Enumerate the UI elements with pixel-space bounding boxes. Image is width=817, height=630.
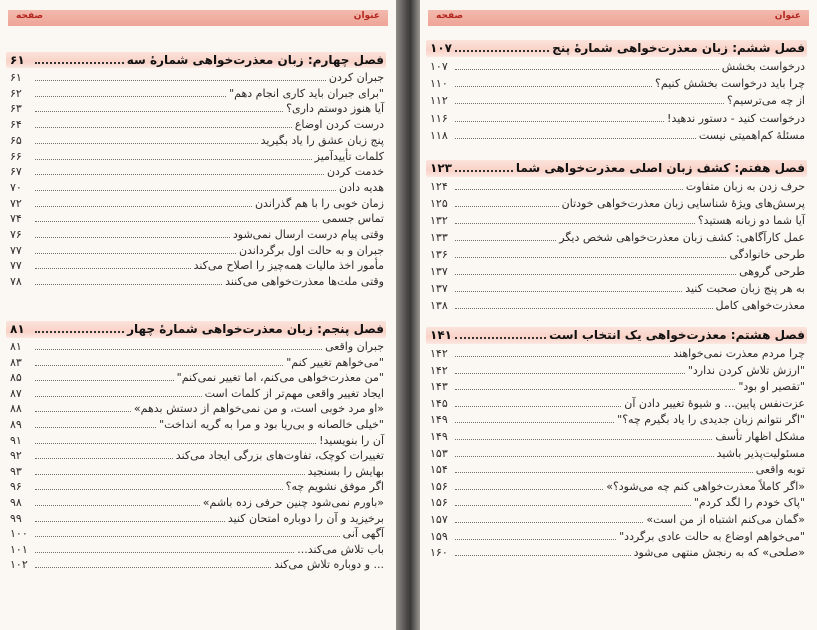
toc-entry xyxy=(430,461,805,477)
toc-entry xyxy=(10,273,384,289)
dot-leader xyxy=(35,205,252,207)
toc-entry xyxy=(10,463,384,479)
toc-entry xyxy=(430,395,805,411)
toc-entry xyxy=(10,494,384,510)
page-number: ۶۵ xyxy=(10,133,22,147)
dot-leader xyxy=(35,189,336,191)
page-number: ۱۴۵ xyxy=(430,396,448,410)
dot-leader xyxy=(35,504,200,506)
toc-entry xyxy=(430,92,805,108)
dot-leader xyxy=(35,457,173,459)
dot-leader xyxy=(35,330,124,333)
page-number: ۱۴۲ xyxy=(430,347,448,360)
toc-entry xyxy=(430,263,805,279)
dot-leader xyxy=(35,61,124,64)
page-number: ۷۸ xyxy=(10,275,22,289)
dot-leader xyxy=(455,290,682,292)
entry-title: "خیلی خالصانه و بی‌ریا بود و مرا به گریه انداخت" xyxy=(159,418,384,431)
toc-entry xyxy=(10,541,384,557)
dot-leader xyxy=(455,273,736,275)
toc-entry xyxy=(430,110,805,126)
page-number: ۱۰۰ xyxy=(10,527,28,541)
dot-leader xyxy=(35,110,283,112)
page-number: ۸۳ xyxy=(10,355,22,369)
entry-title: "تقصیر او بود" xyxy=(738,380,805,394)
chapter-title: فصل پنجم: زبان معذرت‌خواهی شمارهٔ چهار xyxy=(127,322,384,336)
page-number: ۷۴ xyxy=(10,212,22,226)
entry-title: جبران کردن xyxy=(328,71,384,84)
dot-leader xyxy=(455,239,556,241)
dot-leader xyxy=(455,388,735,390)
dot-leader xyxy=(455,49,549,52)
page-number: ۱۲۵ xyxy=(430,197,448,210)
page-number: ۱۵۹ xyxy=(430,529,448,543)
entry-title: مشکل اظهار تأسف xyxy=(715,430,805,443)
dot-leader xyxy=(35,236,230,238)
left-page xyxy=(0,0,396,630)
chapter-heading xyxy=(430,160,805,176)
toc-entry xyxy=(10,257,384,273)
dot-leader xyxy=(455,405,621,407)
page-number: ۶۱ xyxy=(10,53,25,67)
toc-entry xyxy=(430,246,805,262)
dot-leader xyxy=(455,102,724,104)
toc-entry xyxy=(10,385,384,401)
page-number: ۱۵۶ xyxy=(430,496,448,510)
dot-leader xyxy=(35,220,319,222)
toc-entry xyxy=(10,116,384,132)
toc-entry xyxy=(430,58,805,74)
entry-title: پرسش‌های ویژهٔ شناسایی زبان معذرت‌خواهی خودتان xyxy=(561,197,805,210)
toc-entry xyxy=(10,226,384,242)
dot-leader xyxy=(35,379,174,381)
page-number: ۱۳۸ xyxy=(430,299,448,312)
toc-entry xyxy=(430,127,805,143)
page-number: ۹۹ xyxy=(10,511,22,525)
toc-entry xyxy=(10,132,384,148)
page-number: ۱۳۷ xyxy=(430,282,448,295)
entry-title: "می‌خواهم تغییر کنم" xyxy=(286,355,384,369)
entry-title: چرا مردم معذرت نمی‌خواهند xyxy=(673,347,805,360)
page-number: ۱۶۰ xyxy=(430,546,448,560)
page-number: ۷۷ xyxy=(10,259,22,273)
dot-leader xyxy=(35,95,226,97)
book-gutter xyxy=(396,0,420,630)
page-number: ۱۱۶ xyxy=(430,111,448,125)
dot-leader xyxy=(455,438,712,440)
entry-title: ایجاد تغییر واقعی مهم‌تر از کلمات است xyxy=(204,386,384,400)
dot-leader xyxy=(35,410,131,412)
dot-leader xyxy=(455,372,685,374)
entry-title: «اگر کاملاً معذرت‌خواهی کنم چه می‌شود؟» xyxy=(606,479,805,493)
dot-leader xyxy=(455,488,603,490)
page-number: ۱۵۷ xyxy=(430,513,448,526)
dot-leader xyxy=(455,256,726,258)
entry-title: خدمت کردن xyxy=(326,165,384,179)
page-number: ۸۱ xyxy=(10,340,22,353)
page-number: ۱۱۰ xyxy=(430,77,448,91)
entry-title: عزت‌نفس پایین... و شیوهٔ تغییر دادن آن xyxy=(624,396,805,410)
entry-title: اگر موفق نشویم چه؟ xyxy=(285,480,384,494)
entry-title: توبه واقعی xyxy=(755,463,805,477)
chapter-heading xyxy=(10,321,384,337)
dot-leader xyxy=(35,158,312,160)
page-number: ۶۲ xyxy=(10,86,22,100)
page-number: ۱۲۴ xyxy=(430,180,448,193)
toc-entry xyxy=(430,178,805,194)
toc-entry xyxy=(10,556,384,572)
dot-leader xyxy=(455,455,714,457)
toc-entry xyxy=(10,525,384,541)
page-number: ۹۱ xyxy=(10,433,22,447)
page-number: ۹۶ xyxy=(10,480,22,494)
dot-leader xyxy=(455,554,631,556)
entry-title: "برای جبران باید کاری انجام دهم" xyxy=(229,86,384,100)
dot-leader xyxy=(35,142,258,144)
page-number: ۶۴ xyxy=(10,118,22,132)
page-number: ۸۱ xyxy=(10,322,25,336)
toc-entry xyxy=(430,528,805,544)
entry-title: کلمات تأییدآمیز xyxy=(314,149,384,163)
dot-leader xyxy=(35,79,326,81)
page-number: ۶۱ xyxy=(10,71,22,84)
toc-entry xyxy=(10,338,384,354)
toc-entry xyxy=(430,280,805,296)
entry-title: حرف زدن به زبان متفاوت xyxy=(685,180,805,193)
page-number: ۶۶ xyxy=(10,149,22,163)
entry-title: «او مرد خوبی است، و من نمی‌خواهم از دستش بدهم» xyxy=(133,402,384,416)
toc-entry xyxy=(430,345,805,361)
dot-leader xyxy=(35,426,156,428)
dot-leader xyxy=(35,566,271,568)
page-number: ۸۵ xyxy=(10,371,22,385)
dot-leader xyxy=(35,535,340,537)
entry-title: جبران و به حالت اول برگرداندن xyxy=(238,243,384,257)
entry-title: "پاک خودم را لگد کردم" xyxy=(693,496,805,510)
toc-entry xyxy=(10,163,384,179)
page-number: ۱۰۷ xyxy=(430,41,452,55)
dot-leader xyxy=(35,395,202,397)
page-number: ۱۰۷ xyxy=(430,60,448,73)
entry-title: "می‌خواهم اوضاع به حالت عادی برگردد" xyxy=(619,529,805,543)
page-number: ۷۶ xyxy=(10,228,22,241)
page-header xyxy=(428,10,809,26)
page-number: ۱۳۷ xyxy=(430,265,448,278)
page-number: ۷۷ xyxy=(10,243,22,257)
dot-leader xyxy=(455,421,614,423)
chapter-heading xyxy=(430,40,805,56)
toc-entry xyxy=(430,478,805,494)
toc-entry xyxy=(10,369,384,385)
entry-title: ... و دوباره تلاش می‌کند xyxy=(274,558,384,572)
page-number: ۱۰۱ xyxy=(10,542,28,556)
toc-entry xyxy=(10,432,384,448)
toc-entry xyxy=(430,229,805,245)
entry-title: "ارزش تلاش کردن ندارد" xyxy=(687,363,805,377)
entry-title: درست کردن اوضاع xyxy=(294,118,384,132)
entry-title: مسئلهٔ کم‌اهمیتی نیست xyxy=(698,128,805,142)
page-number: ۱۳۶ xyxy=(430,248,448,261)
toc-entry xyxy=(10,179,384,195)
dot-leader xyxy=(35,173,324,175)
entry-title: مأمور اخذ مالیات همه‌چیز را اصلاح می‌کند xyxy=(193,259,384,273)
page-number: ۱۳۲ xyxy=(430,214,448,227)
page-number: ۶۷ xyxy=(10,165,22,179)
toc-entry xyxy=(10,85,384,101)
toc-entry xyxy=(430,494,805,510)
toc-entry xyxy=(430,212,805,228)
page-number: ۹۲ xyxy=(10,449,22,463)
dot-leader xyxy=(455,85,652,87)
dot-leader xyxy=(455,504,691,506)
toc-entry xyxy=(430,362,805,378)
toc-entry xyxy=(430,511,805,527)
page-header xyxy=(8,10,388,26)
page-number: ۹۸ xyxy=(10,496,22,509)
dot-leader xyxy=(35,283,222,285)
entry-title: "اگر نتوانم زبان جدیدی را یاد بگیرم چه؟" xyxy=(617,413,805,427)
dot-leader xyxy=(455,205,559,207)
entry-title: به هر پنج زبان صحبت کنید xyxy=(685,282,805,295)
entry-title: «گمان می‌کنم اشتباه از من است» xyxy=(646,513,805,526)
dot-leader xyxy=(455,521,643,523)
entry-title: آیا هنوز دوستم داری؟ xyxy=(286,102,384,116)
entry-title: تماس جسمی xyxy=(322,212,384,226)
entry-title: عمل کارآگاهی: کشف زبان معذرت‌خواهی شخص دیگر xyxy=(559,231,805,244)
dot-leader xyxy=(455,68,719,70)
page-number: ۱۵۴ xyxy=(430,463,448,477)
header-title: عنوان xyxy=(774,11,801,21)
toc-entry xyxy=(430,428,805,444)
page-number: ۱۵۶ xyxy=(430,479,448,493)
page-number: ۸۷ xyxy=(10,386,22,400)
entry-title: برخیزید و آن را دوباره امتحان کنید xyxy=(227,511,384,525)
entry-title: «صلحی» که به رنجش منتهی می‌شود xyxy=(633,546,805,560)
toc-entry xyxy=(430,297,805,313)
dot-leader xyxy=(35,520,225,522)
dot-leader xyxy=(35,267,191,269)
entry-title: هدیه دادن xyxy=(339,180,384,194)
page-number: ۱۲۳ xyxy=(430,161,452,175)
dot-leader xyxy=(455,538,616,540)
entry-title: آیا شما دو زبانه هستید؟ xyxy=(697,214,805,227)
toc-entry xyxy=(10,354,384,370)
page-number: ۹۳ xyxy=(10,464,22,478)
toc-entry xyxy=(10,69,384,85)
toc-entry xyxy=(10,478,384,494)
page-number: ۱۴۱ xyxy=(430,328,452,342)
toc-entry xyxy=(430,75,805,91)
toc-entry xyxy=(430,378,805,394)
dot-leader xyxy=(455,336,546,339)
dot-leader xyxy=(35,488,283,490)
entry-title: آن را بنویسید! xyxy=(319,433,384,447)
dot-leader xyxy=(455,120,664,122)
chapter-title: فصل هفتم: کشف زبان اصلی معذرت‌خواهی شما xyxy=(515,161,805,175)
chapter-heading xyxy=(10,52,384,68)
header-page-label: صفحه xyxy=(16,11,44,21)
entry-title: آگهی آنی xyxy=(342,527,384,541)
entry-title: درخواست بخشش xyxy=(721,60,805,73)
entry-title: تغییرات کوچک، تفاوت‌های بزرگی ایجاد می‌کند xyxy=(175,449,384,463)
page-number: ۱۰۲ xyxy=(10,558,28,572)
page-number: ۸۹ xyxy=(10,418,22,431)
entry-title: زمان خوبی را با هم گذراندن xyxy=(254,196,384,210)
dot-leader xyxy=(455,188,683,190)
page-number: ۱۴۳ xyxy=(430,380,448,394)
page-number: ۱۵۳ xyxy=(430,446,448,460)
dot-leader xyxy=(35,252,236,254)
page-number: ۷۲ xyxy=(10,196,22,210)
header-title: عنوان xyxy=(353,11,380,21)
entry-title: مسئولیت‌پذیر باشید xyxy=(716,446,805,460)
right-page xyxy=(420,0,817,630)
page-number: ۱۴۹ xyxy=(430,413,448,427)
toc-entry xyxy=(430,544,805,560)
toc-entry xyxy=(430,445,805,461)
entry-title: درخواست کنید - دستور ندهید! xyxy=(667,111,805,125)
entry-title: پنج زبان عشق را یاد بگیرید xyxy=(260,133,384,147)
header-page-label: صفحه xyxy=(436,11,464,21)
entry-title: باب تلاش می‌کند... xyxy=(297,542,384,556)
toc-entry xyxy=(10,416,384,432)
toc-entry xyxy=(10,242,384,258)
toc-entry xyxy=(10,210,384,226)
page-number: ۶۳ xyxy=(10,102,22,116)
entry-title: طرحی خانوادگی xyxy=(729,248,805,261)
page-number: ۷۰ xyxy=(10,180,22,194)
dot-leader xyxy=(35,364,283,366)
dot-leader xyxy=(35,473,305,475)
toc-entry xyxy=(10,100,384,116)
dot-leader xyxy=(455,307,713,309)
chapter-heading xyxy=(430,327,805,343)
chapter-title: فصل هشتم: معذرت‌خواهی یک انتخاب است xyxy=(549,328,805,342)
page-number: ۱۳۳ xyxy=(430,231,448,244)
page-number: ۱۴۲ xyxy=(430,363,448,377)
page-number: ۸۸ xyxy=(10,402,22,416)
dot-leader xyxy=(455,471,753,473)
dot-leader xyxy=(455,355,670,357)
entry-title: چرا باید درخواست بخشش کنیم؟ xyxy=(655,77,805,91)
dot-leader xyxy=(35,551,294,553)
page-number: ۱۱۲ xyxy=(430,94,448,108)
entry-title: از چه می‌ترسیم؟ xyxy=(727,94,805,108)
entry-title: بهایش را بسنجید xyxy=(307,464,384,478)
toc-entry xyxy=(10,148,384,164)
entry-title: معذرت‌خواهی کامل xyxy=(715,299,805,312)
toc-entry xyxy=(10,447,384,463)
entry-title: طرحی گروهی xyxy=(739,265,805,278)
dot-leader xyxy=(455,169,513,172)
chapter-title: فصل چهارم: زبان معذرت‌خواهی شمارهٔ سه xyxy=(126,53,384,67)
page-number: ۱۱۸ xyxy=(430,128,448,142)
entry-title: وقتی ملت‌ها معذرت‌خواهی می‌کنند xyxy=(225,275,384,289)
entry-title: «باورم نمی‌شود چنین حرفی زده باشم» xyxy=(202,496,384,509)
chapter-title: فصل ششم: زبان معذرت‌خواهی شمارهٔ پنج xyxy=(552,41,805,55)
dot-leader xyxy=(35,348,322,350)
toc-entry xyxy=(430,411,805,427)
dot-leader xyxy=(35,442,316,444)
toc-entry xyxy=(430,195,805,211)
dot-leader xyxy=(455,222,695,224)
dot-leader xyxy=(35,126,292,128)
toc-entry xyxy=(10,400,384,416)
page-number: ۱۴۹ xyxy=(430,430,448,443)
entry-title: "من معذرت‌خواهی می‌کنم، اما تغییر نمی‌کنم" xyxy=(176,371,384,385)
dot-leader xyxy=(455,137,696,139)
toc-entry xyxy=(10,510,384,526)
entry-title: جبران واقعی xyxy=(325,340,384,353)
toc-entry xyxy=(10,195,384,211)
entry-title: وقتی پیام درست ارسال نمی‌شود xyxy=(232,228,384,241)
